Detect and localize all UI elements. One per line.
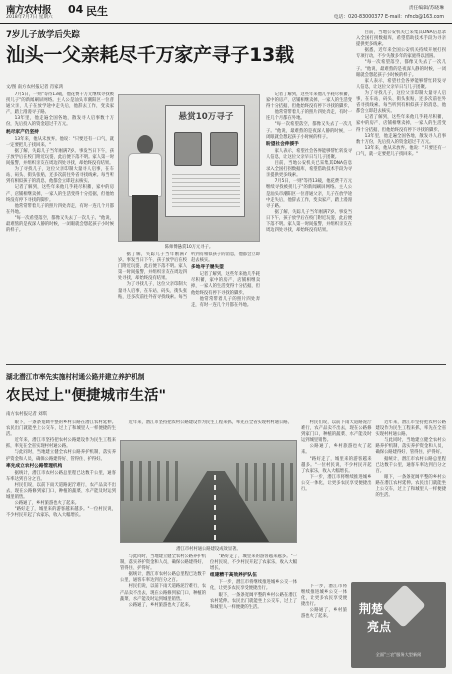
paragraph: 近年来，潜江市坚持把农村公路建设作为民生工程来抓，率先在全省实现村村通公路。 [128, 420, 292, 425]
story1-photo-caption: 陈师傅悬赏10万元寻子。 [164, 245, 214, 250]
promo-title: 荆楚 [359, 602, 384, 616]
story2-subhead-1: 率先成立农村公路管理机构 [6, 463, 63, 469]
masthead [0, 0, 452, 24]
paragraph: "路好走了，城里来的游客越来越多。"一位村民说，不少村民开起了农家乐，收入大幅增长。 [6, 507, 116, 519]
paragraph: 公路通了，乡村旅游也火了起来。 [128, 602, 194, 608]
paragraph: 13年里，他走遍全国各地，散发寻人启事数十万份，先后投入的资金超过千万元。 [6, 116, 114, 128]
story1-kicker: 7岁儿子放学后失踪 [6, 30, 80, 40]
child-photo-icon [210, 132, 238, 166]
newspaper-logo: 南方农村报 [6, 5, 52, 16]
paragraph: 13年来，他从未放弃。他说："只要还有一口气，就一定要把儿子找回来。" [6, 136, 114, 148]
paragraph: 村民们说，以前下雨天道路泥泞难行，农产品卖不出去，现在公路修到家门口，种植的蔬菜、水产能及时运到城里销售。 [120, 584, 206, 602]
paragraph: 村民们说，以前下雨天道路泥泞难行，农产品卖不出去，现在公路修到家门口，种植的蔬菜、水产能及时运到城里销售。 [6, 482, 116, 501]
trees-left [121, 461, 181, 501]
paragraph: 目前，当地公安机关已采集其DNA信息录入全国打拐数据库，希望借助技术手段为寻亲提供更多线索。 [266, 161, 352, 179]
paragraph: 公路通了，乡村旅游也火了起来。 [301, 608, 347, 620]
paragraph: 为了寻找儿子，这位父亲印制大量寻人启事，在车站、码头、街头张贴，还多次前往外省寻找线索。每当听到有相似孩子的消息，他都会立即赶去核实。 [118, 252, 260, 300]
paragraph: 他常常带着儿子的照片四处奔走，有时一连几个月都在外地。 [191, 296, 260, 308]
story1-subhead-2: 多地寻子屡失望 [191, 265, 224, 271]
child-photo-icon [174, 132, 202, 166]
story1-subhead-1: 耗尽家产仍坚持 [6, 129, 39, 135]
story2-photo-caption: 潜江市村村通公路建设成效显著。 [176, 547, 241, 552]
paragraph: 下一步，潜江市将继续推进城乡公交一体化，让更多农民享受便捷出行。 [301, 474, 372, 493]
paragraph: "每一次希望落空，都像又失去了一次儿子。"他说，最难熬的是夜深人静的时候，一闭眼就会想起孩子小时候的样子。 [6, 215, 114, 234]
paragraph: "路好走了，城里来的游客越来越多。"一位村民说，不少村民开起了农家乐，收入大幅增长。 [210, 554, 297, 572]
paragraph: 记者了解到，这些年来他几乎耗尽积蓄，家中的房产、店铺相继卖掉，一家人的生活变得十分拮据，但他始终没有停下寻找的脚步。 [6, 185, 114, 203]
story2-column-4 [210, 554, 297, 668]
promo-tagline: 全面"三农"服务大型新闻 [375, 652, 422, 657]
story1-column-3 [266, 92, 352, 362]
paragraph: 下一步，潜江市将继续推进城乡公交一体化，让更多农民享受便捷出行。 [301, 584, 347, 608]
paragraph: 与此同时，当地建立健全农村公路养护机制，落实养护资金和人员，确保公路建得好、管得住、护得好。 [375, 438, 446, 456]
story2-column-1 [6, 420, 116, 668]
paragraph: 家人表示，希望社会各界能够帮忙转发寻人信息，让这位父亲早日与儿子团聚。 [266, 148, 352, 160]
story1-byline: 文/图 南方农村报记者 肖家鸿 [6, 85, 63, 90]
paragraph: 眼下，一条条宽阔平整的乡村公路在潜江农村延伸。农民出门就能坐上公交车，过上了和城里人一样便捷的生活。 [375, 474, 446, 499]
story2-column-5 [301, 420, 446, 580]
paragraph: 他常常带着儿子的照片四处奔走，有时一连几个月都在外地。 [6, 203, 114, 215]
story2-column-3 [120, 554, 206, 668]
reward-sign-board [165, 105, 245, 217]
paragraph: 据了解，失踪儿子当年刚满7岁。事发当日下午，孩子放学后在校门附近玩耍，此后便下落不明。家人第一时间报警，并组织亲友在周边四处寻找，却始终没有结果。 [6, 148, 114, 167]
paragraph: 公路通了，乡村旅游也火了起来。 [301, 444, 372, 456]
road-centerline [214, 475, 216, 543]
trousers-shape [132, 195, 158, 242]
story1-column-4 [356, 30, 446, 362]
jingchu-highlights-promo [351, 582, 446, 668]
story2-headline: 农民过上"便捷城市生活" [6, 388, 167, 404]
paragraph: 据了解，失踪儿子当年刚满7岁。事发当日下午，孩子放学后在校门附近玩耍，此后便下落不明。家人第一时间报警，并组织亲友在周边四处寻找，却始终没有结果。 [266, 209, 352, 234]
paragraph: 他常常带着儿子的照片四处奔走，有时一连几个月都在外地。 [266, 110, 352, 122]
story2-column-2 [120, 420, 297, 438]
paragraph: 据统计，潜江市农村公路总里程已达数千公里，通客车率达到百分之百。 [120, 572, 206, 584]
paragraph: 记者了解到，这些年来他几乎耗尽积蓄，家中的房产、店铺相继卖掉，一家人的生活变得十分拮据，但他始终没有停下寻找的脚步。 [356, 115, 446, 133]
shirt-shape [128, 153, 162, 197]
story2-byline: 南方农村报记者 刘琪 [6, 412, 47, 417]
section-divider [6, 364, 446, 365]
trees-right [236, 463, 296, 501]
contact-info: 电话：020-83000377 E-mail：nfncb@163.com [333, 15, 444, 20]
editor-credit: 责任编辑/苏晓琳 [408, 6, 444, 11]
paragraph: 近年来，潜江市坚持把农村公路建设作为民生工程来抓，率先在全省实现村村通公路。 [375, 420, 446, 438]
paragraph: 据统计，潜江市农村公路总里程已达数千公里，通客车率达到百分之百。 [375, 456, 446, 474]
paragraph: 村民们说，以前下雨天道路泥泞难行，农产品卖不出去，现在公路修到家门口，种植的蔬菜、水产能及时运到城里销售。 [301, 420, 372, 444]
promo-subtitle: 亮点 [367, 620, 392, 634]
paragraph: 7月5日，一则"等待13载，他花费千万元继续寻找被拐儿子"的新闻刷屏网络。主人公是汕头市潮阳区一位普通父亲，儿子在放学途中走失后，他辞去工作，变卖家产，踏上漫漫寻子路。 [266, 179, 352, 209]
story1-column-2 [118, 252, 260, 362]
page-number: 04 [68, 3, 84, 16]
paragraph: 据悉，近年来全国公安机关持续开展打拐专项行动，不少失散多年的家庭得以团圆。 [356, 48, 446, 60]
paragraph: 眼下，一条条宽阔平整的乡村公路在潜江农村延伸。农民出门就能坐上公交车，过上了和城里人一样便捷的生活。 [6, 420, 116, 438]
rural-road-photo [120, 440, 297, 543]
paragraph: 为了寻找儿子，这位父亲印制大量寻人启事，在车站、码头、街头张贴，还多次前往外省寻找线索。每当听到有相似孩子的消息，他都会立即赶去核实。 [6, 167, 114, 185]
story1-column-1 [6, 92, 114, 362]
father-figure [125, 135, 165, 242]
paragraph: 据统计，潜江市农村公路总里程已达数千公里，通客车率达到百分之百。 [6, 470, 116, 482]
paragraph: "每一次希望落空，都像又失去了一次儿子。"他说，最难熬的是夜深人静的时候，一闭眼就会想起孩子小时候的样子。 [356, 60, 446, 78]
story1-headline: 汕头一父亲耗尽千万家产寻子13载 [6, 44, 294, 66]
paragraph: 13年来，他从未放弃。他说："只要还有一口气，就一定要把儿子找回来。" [356, 145, 446, 157]
paragraph: 为了寻找儿子，这位父亲印制大量寻人启事，在车站、码头、街头张贴，还多次前往外省寻找线索。每当听到有相似孩子的消息，他都会立即赶去核实。 [356, 90, 446, 115]
section-name: 民生 [86, 5, 108, 18]
story1-subhead-3: 盼望社会伸援手 [266, 141, 299, 147]
head-shape [137, 135, 153, 154]
sign-text-lines [172, 174, 240, 210]
paragraph: 下一步，潜江市将继续推进城乡公交一体化，让更多农民享受便捷出行。 [210, 580, 297, 592]
father-sign-photo [118, 94, 260, 242]
paragraph: 记者了解到，这些年来他几乎耗尽积蓄，家中的房产、店铺相继卖掉，一家人的生活变得十分拮据，但他始终没有停下寻找的脚步。 [191, 272, 260, 296]
paragraph: 记者了解到，这些年来他几乎耗尽积蓄，家中的房产、店铺相继卖掉，一家人的生活变得十分拮据，但他始终没有停下寻找的脚步。 [266, 92, 352, 110]
story2-column-6 [301, 584, 347, 668]
sign-title: 悬赏10万寻子 [178, 112, 234, 122]
paragraph: 据了解，失踪儿子当年刚满7岁。事发当日下午，孩子放学后在校门附近玩耍，此后便下落不明。家人第一时间报警，并组织亲友在周边四处寻找，却始终没有结果。 [118, 252, 187, 282]
story2-subhead-2: 组建精干高效养护队伍 [210, 573, 257, 579]
paragraph: 家人表示，希望社会各界能够帮忙转发寻人信息，让这位父亲早日与儿子团聚。 [356, 78, 446, 90]
paragraph: 公路通了，乡村旅游也火了起来。 [14, 501, 80, 507]
paragraph: 13年里，他走遍全国各地，散发寻人启事数十万份，先后投入的资金超过千万元。 [356, 133, 446, 145]
paragraph: 7月5日，一则"等待13载，他花费千万元继续寻找被拐儿子"的新闻刷屏网络。主人公是汕头市潮阳区一位普通父亲，儿子在放学途中走失后，他辞去工作，变卖家产，踏上漫漫寻子路。 [6, 92, 114, 116]
paragraph: 近年来，潜江市坚持把农村公路建设作为民生工程来抓，率先在全省实现村村通公路。 [6, 438, 116, 450]
paragraph: 眼下，一条条宽阔平整的乡村公路在潜江农村延伸。农民出门就能坐上公交车，过上了和城里人一样便捷的生活。 [210, 592, 297, 610]
paragraph: 与此同时，当地建立健全农村公路养护机制，落实养护资金和人员，确保公路建得好、管得住、护得好。 [120, 554, 206, 572]
story2-kicker: 湖北潜江市率先实施村村通公路并建立养护机制 [6, 373, 145, 381]
paragraph: "路好走了，城里来的游客越来越多。"一位村民说，不少村民开起了农家乐，收入大幅增长。 [301, 456, 372, 474]
issue-date: 2018年7月7日 星期六 [6, 15, 53, 20]
paragraph: 目前，当地公安机关已采集其DNA信息录入全国打拐数据库，希望借助技术手段为寻亲提供更多线索。 [356, 30, 446, 48]
paragraph: 与此同时，当地建立健全农村公路养护机制，落实养护资金和人员，确保公路建得好、管得住、护得好。 [6, 450, 116, 462]
paragraph: "每一次希望落空，都像又失去了一次儿子。"他说，最难熬的是夜深人静的时候，一闭眼就会想起孩子小时候的样子。 [266, 122, 352, 140]
